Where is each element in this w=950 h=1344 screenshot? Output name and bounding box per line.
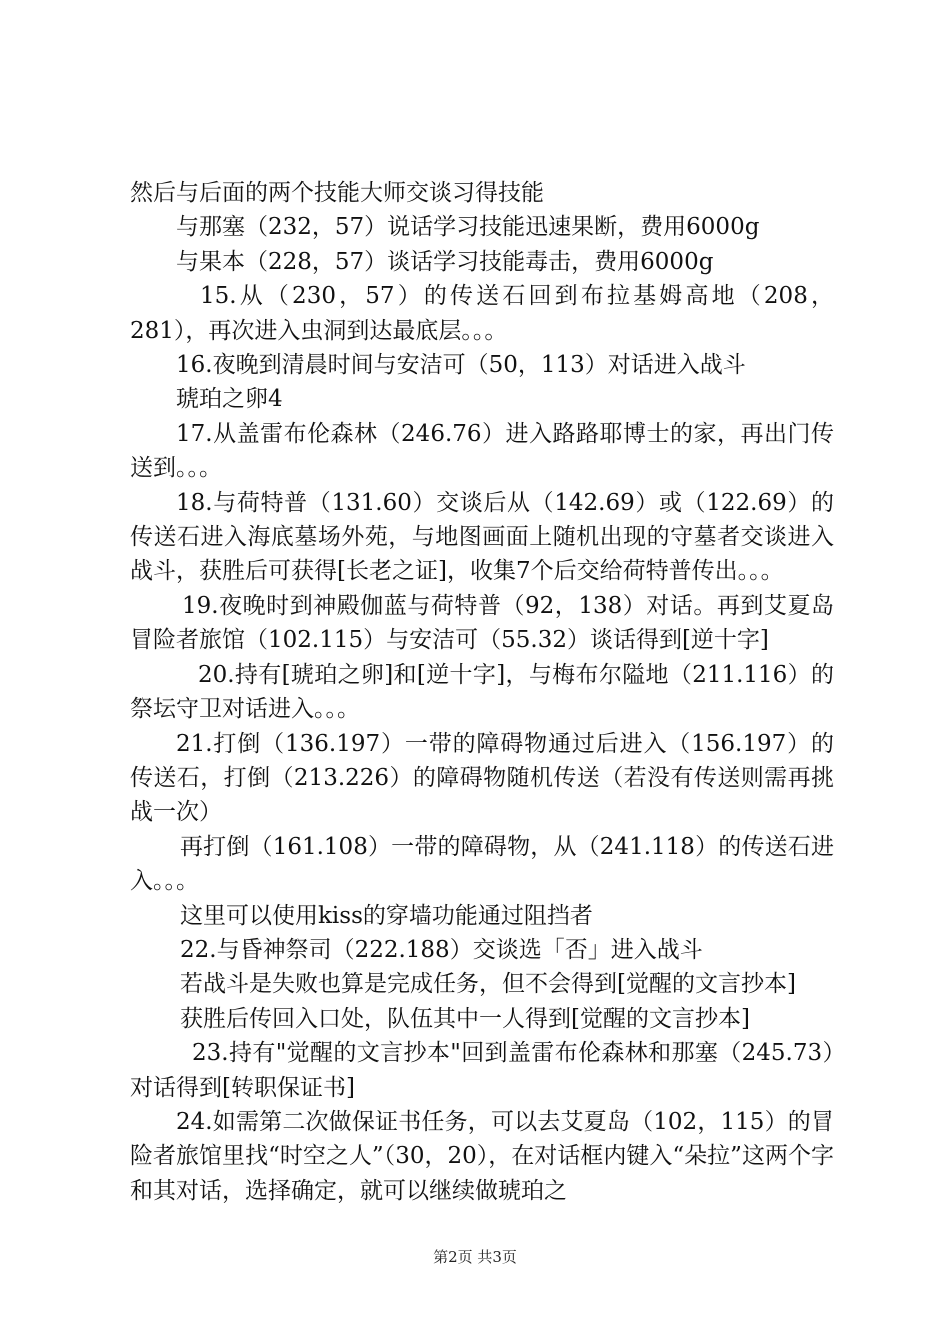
paragraph: 19.夜晚时到神殿伽蓝与荷特普（92，138）对话。再到艾夏岛冒险者旅馆（102.115）与安洁可（55.32）谈话得到[逆十字]: [130, 592, 834, 654]
paragraph: 23.持有"觉醒的文言抄本"回到盖雷布伦森林和那塞（245.73）对话得到[转职保证书]: [130, 1040, 834, 1101]
document-body: [130, 176, 834, 1208]
paragraph: 这里可以使用kiss的穿墙功能通过阻挡者: [180, 902, 593, 929]
paragraph: 21.打倒（136.197）一带的障碍物通过后进入（156.197）的传送石，打倒（213.226）的障碍物随机传送（若没有传送则需再挑战一次）: [130, 730, 834, 826]
paragraph: 20.持有[琥珀之卵]和[逆十字]，与梅布尔隘地（211.116）的祭坛守卫对话进入。。。: [130, 661, 834, 723]
paragraph: 22.与昏神祭司（222.188）交谈选「否」进入战斗: [180, 936, 703, 963]
paragraph: 若战斗是失败也算是完成任务，但不会得到[觉醒的文言抄本]: [180, 971, 796, 998]
paragraph: 获胜后传回入口处，队伍其中一人得到[觉醒的文言抄本]: [180, 1005, 750, 1032]
paragraph: 24.如需第二次做保证书任务，可以去艾夏岛（102，115）的冒险者旅馆里找“时空之人”（30，20），在对话框内键入“朵拉”这两个字和其对话，选择确定，就可以继续做琥珀之: [130, 1108, 834, 1204]
paragraph: 琥珀之卵4: [176, 386, 283, 413]
paragraph: 18.与荷特普（131.60）交谈后从（142.69）或（122.69）的传送石进入海底墓场外苑，与地图画面上随机出现的守墓者交谈进入战斗，获胜后可获得[长老之证]，收集7个后交给荷特普传出。。。: [130, 489, 834, 585]
paragraph: 然后与后面的两个技能大师交谈习得技能: [130, 180, 544, 206]
paragraph: 与果本（228，57）谈话学习技能毒击，费用6000g: [176, 248, 714, 275]
paragraph: 15.从（230，57）的传送石回到布拉基姆高地（208，281），再次进入虫洞到达最底层。。。: [130, 283, 834, 344]
paragraph: 与那塞（232，57）说话学习技能迅速果断，费用6000g: [176, 214, 760, 241]
page-footer: 第2页 共3页: [433, 1248, 517, 1266]
paragraph: 16.夜晚到清晨时间与安洁可（50，113）对话进入战斗: [176, 352, 746, 379]
paragraph: 17.从盖雷布伦森林（246.76）进入路路耶博士的家，再出门传送到。。。: [130, 420, 834, 482]
paragraph: 再打倒（161.108）一带的障碍物，从（241.118）的传送石进入。。。: [130, 833, 834, 895]
